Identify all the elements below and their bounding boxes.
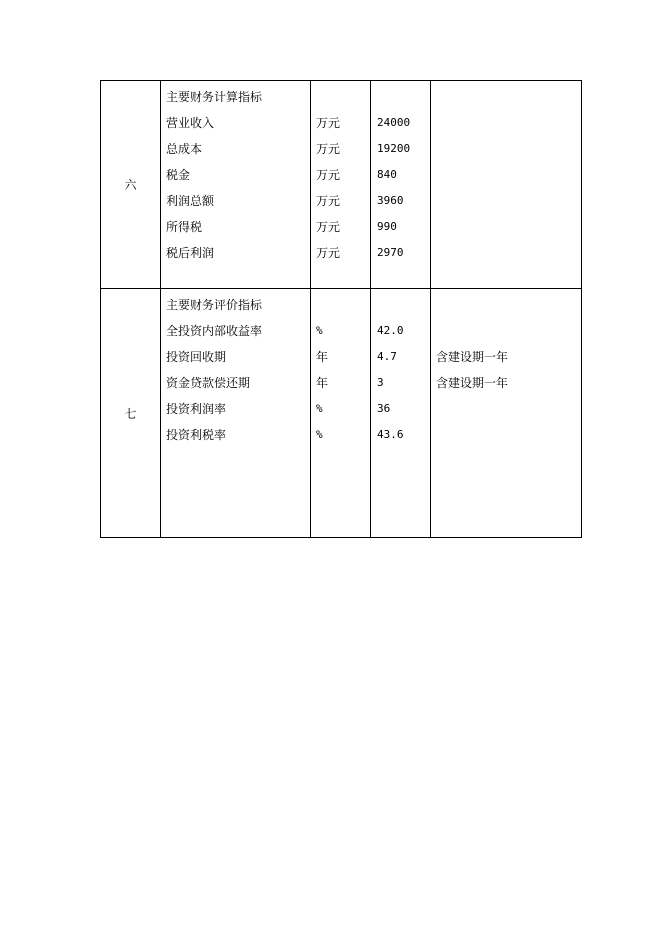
note bbox=[431, 292, 581, 318]
value: 990 bbox=[377, 220, 397, 233]
item-label: 营业收入 bbox=[166, 116, 215, 130]
value-cell bbox=[371, 289, 431, 538]
value: 43.6 bbox=[377, 428, 404, 441]
value bbox=[371, 292, 430, 318]
item-label: 投资利税率 bbox=[166, 428, 227, 442]
value: 19200 bbox=[377, 142, 411, 155]
value: 36 bbox=[377, 402, 391, 415]
item-label: 投资回收期 bbox=[166, 350, 227, 364]
note-cell bbox=[431, 81, 582, 289]
unit: % bbox=[316, 428, 323, 441]
unit: 万元 bbox=[316, 168, 341, 182]
unit-cell bbox=[311, 81, 371, 289]
note-cell bbox=[431, 289, 582, 538]
section-heading: 主要财务评价指标 bbox=[166, 298, 263, 312]
value: 3960 bbox=[377, 194, 404, 207]
section-number: 六 bbox=[124, 178, 137, 192]
financial-indicators-table bbox=[100, 80, 582, 538]
value: 2970 bbox=[377, 246, 404, 259]
item-cell bbox=[161, 81, 311, 289]
unit bbox=[311, 292, 370, 318]
item-label: 全投资内部收益率 bbox=[166, 324, 263, 338]
value bbox=[371, 84, 430, 110]
section-number: 七 bbox=[124, 406, 137, 421]
unit bbox=[311, 84, 370, 110]
note bbox=[431, 84, 581, 110]
unit: 年 bbox=[316, 376, 329, 390]
unit: 万元 bbox=[316, 220, 341, 234]
section-number-cell bbox=[101, 81, 161, 289]
item-label: 利润总额 bbox=[166, 194, 215, 208]
unit: 万元 bbox=[316, 194, 341, 208]
note: 含建设期一年 bbox=[436, 350, 509, 364]
note: 含建设期一年 bbox=[436, 376, 509, 390]
value: 3 bbox=[377, 376, 384, 389]
value: 24000 bbox=[377, 116, 411, 129]
unit: % bbox=[316, 402, 323, 415]
value: 4.7 bbox=[377, 350, 397, 363]
note bbox=[431, 422, 581, 448]
value-cell bbox=[371, 81, 431, 289]
unit-cell bbox=[311, 289, 371, 538]
unit: 万元 bbox=[316, 246, 341, 260]
note bbox=[431, 396, 581, 422]
item-label: 投资利润率 bbox=[166, 402, 227, 416]
table-row bbox=[101, 81, 582, 289]
value: 42.0 bbox=[377, 324, 404, 337]
item-label: 总成本 bbox=[166, 142, 203, 156]
item-label: 税后利润 bbox=[166, 246, 215, 260]
item-cell bbox=[161, 289, 311, 538]
value: 840 bbox=[377, 168, 397, 181]
item-label: 所得税 bbox=[166, 220, 203, 234]
unit: 万元 bbox=[316, 142, 341, 156]
unit: % bbox=[316, 324, 323, 337]
item-label: 税金 bbox=[166, 168, 191, 182]
note bbox=[431, 318, 581, 344]
unit: 万元 bbox=[316, 116, 341, 130]
section-heading: 主要财务计算指标 bbox=[166, 90, 263, 104]
section-number-cell bbox=[101, 289, 161, 538]
unit: 年 bbox=[316, 350, 329, 364]
item-label: 资金贷款偿还期 bbox=[166, 376, 251, 390]
table-row bbox=[101, 289, 582, 538]
